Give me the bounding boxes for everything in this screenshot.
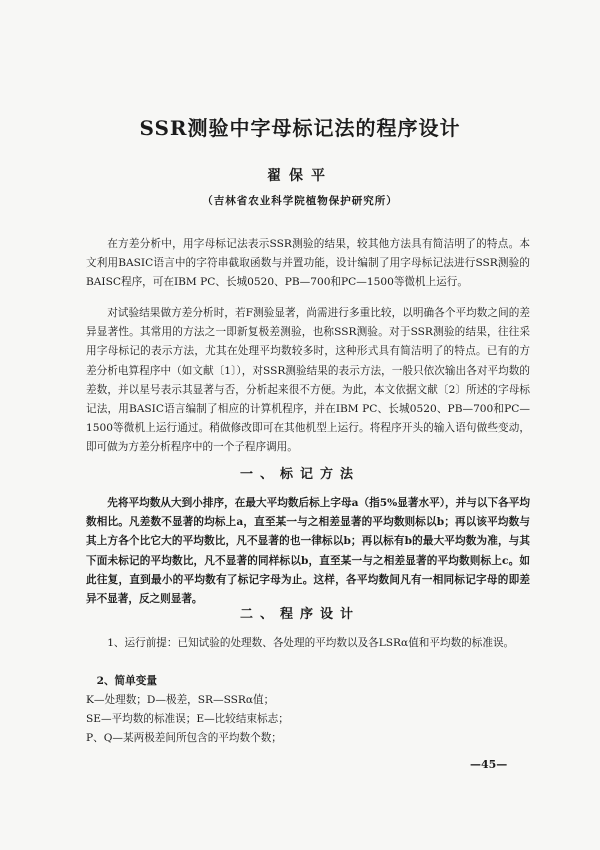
variable-line: P、Q—某两极差间所包含的平均数个数； (86, 732, 282, 744)
marking-method-paragraph: 先将平均数从大到小排序，在最大平均数后标上字母a（指5%显著水平），并与以下各平均数相比。凡差数不显著的均标上a，直至某一与之相差显著的平均数则标以b；再以该平均数与其上方各个比它大的平均数比，凡不显著的也一律标以b；再以标有b的最大平均数为准，与其下面未标记的平均数比，凡不显著的同样标以b，直至某一与之相差显著的平均数则标上c。如此往复，直到最小的平均数有了标记字母为止。这样，各平均数间凡有一相同标记字母的即差异不显著，反之则显著。 (86, 497, 530, 606)
page-number: —45— (470, 758, 508, 771)
section-heading-marking-method: 一、标记方法 (239, 467, 360, 482)
variable-line: SE—平均数的标准误；E—比较结束标志； (86, 713, 289, 725)
author-name: 翟保平 (267, 168, 333, 184)
program-design-item-2: 2、简单变量 (96, 675, 157, 687)
program-design-item-1: 1、运行前提：已知试验的处理数、各处理的平均数以及各LSRα值和平均数的标准误。 (107, 637, 515, 649)
abstract-paragraph: 在方差分析中，用字母标记法表示SSR测验的结果，较其他方法具有简洁明了的特点。本文利用BASIC语言中的字符串截取函数与并置功能，设计编制了用字母标记法进行SSR测验的BAISC程序，可在IBM PC、长城0520、PB—700和PC—1500等微机上运行。 (86, 238, 530, 289)
page-title: SSR测验中字母标记法的程序设计 (139, 116, 461, 140)
section-heading-program-design: 二、程序设计 (239, 607, 360, 622)
intro-paragraph: 对试验结果做方差分析时，若F测验显著，尚需进行多重比较，以明确各个平均数之间的差异显著性。其常用的方法之一即新复极差测验，也称SSR测验。对于SSR测验的结果，往往采用字母标记的表示方法，尤其在处理平均数较多时，这种形式具有简洁明了的特点。已有的方差分析电算程序中（如文献〔1〕），对SSR测验结果的表示方法，一般只依次输出各对平均数的差数，并以星号表示其显著与否，分析起来很不方便。为此，本文依据文献〔2〕所述的字母标记法，用BASIC语言编制了相应的计算机程序，并在IBM PC、长城0520、PB—700和PC—1500等微机上运行通过。稍做修改即可在其他机型上运行。将程序开头的输入语句做些变动，即可做为方差分析程序中的一个子程序调用。 (86, 307, 530, 454)
author-affiliation: （吉林省农业科学院植物保护研究所） (202, 195, 398, 207)
variable-line: K—处理数；D—极差，SR—SSRα值； (86, 694, 275, 706)
